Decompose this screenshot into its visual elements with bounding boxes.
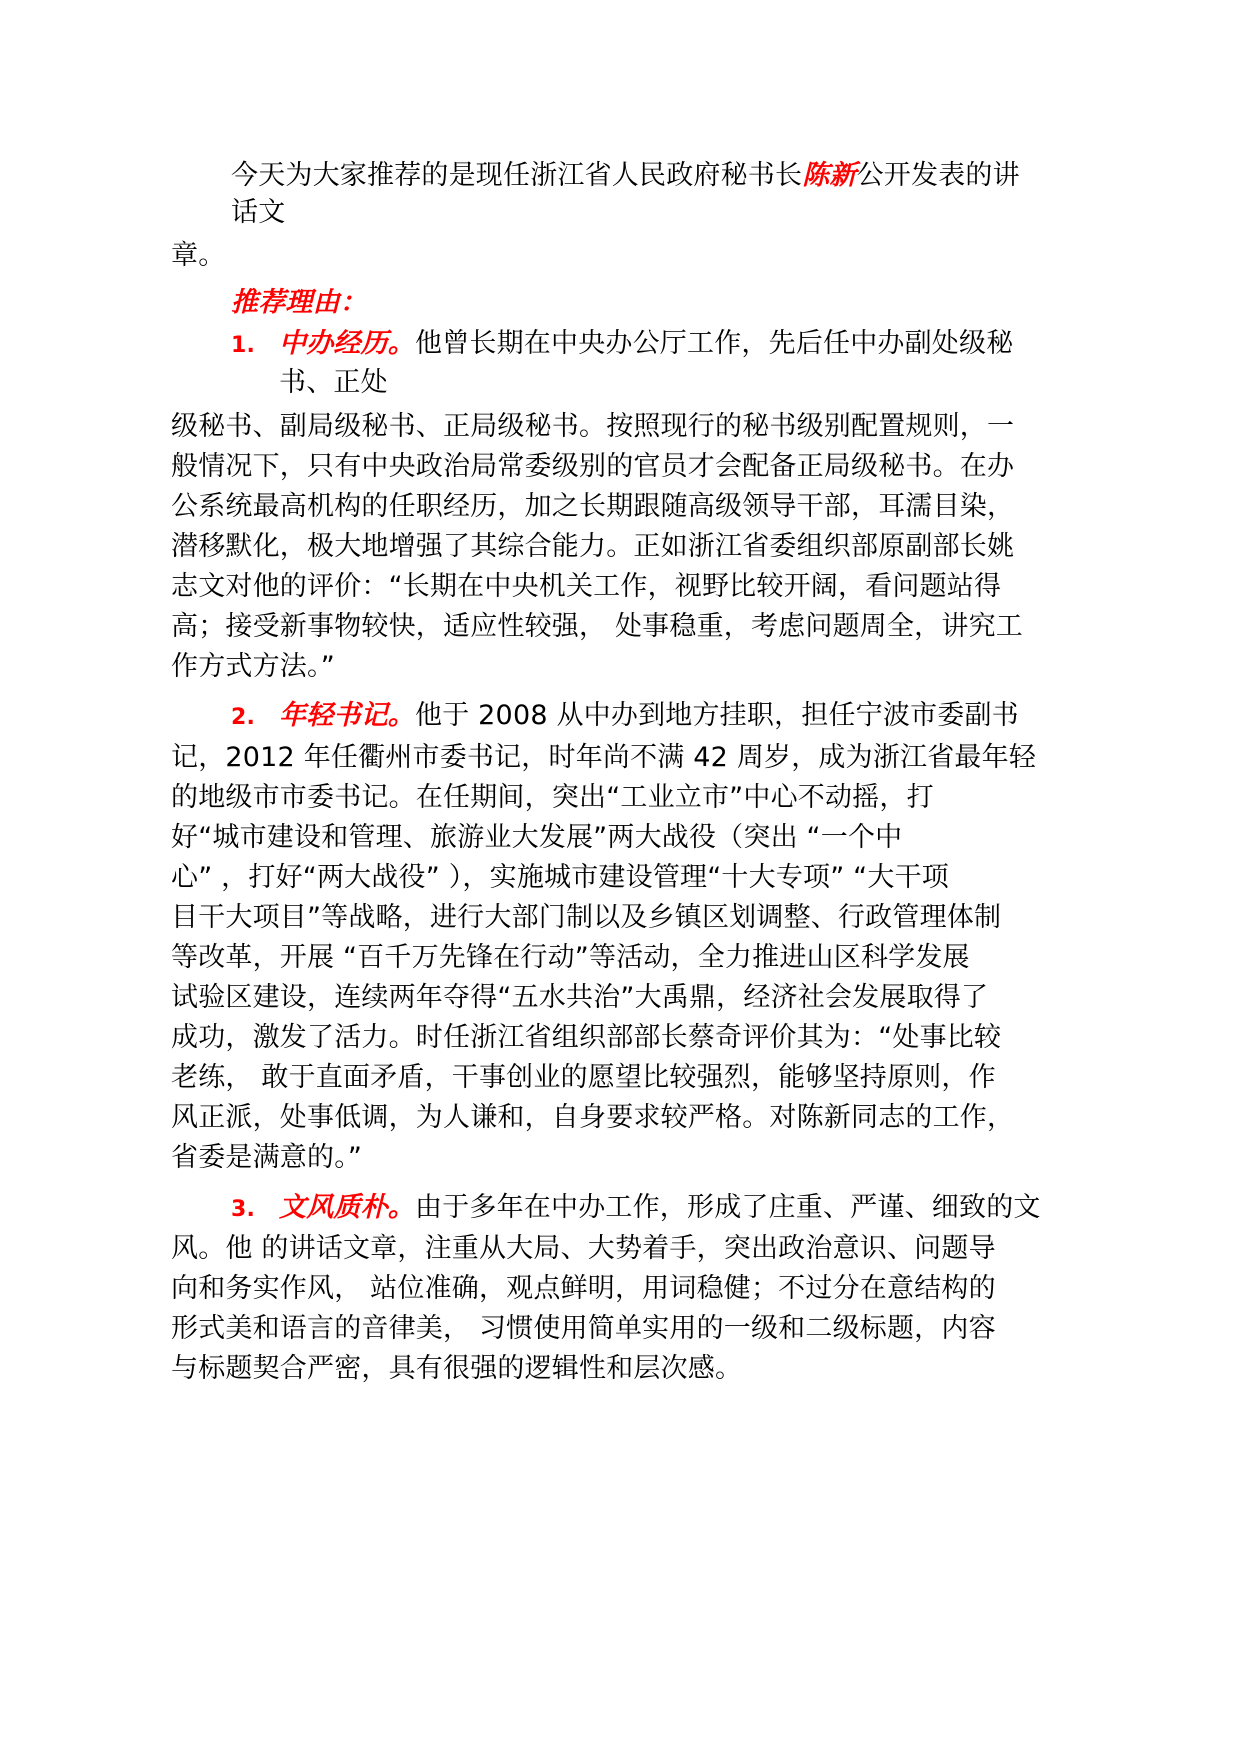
item-2-line: 记，2012 年任衢州市委书记，时年尚不满 42 周岁，成为浙江省最年轻	[171, 742, 1037, 773]
item-title: 年轻书记。	[279, 700, 415, 731]
item-2-line: 成功，激发了活力。时任浙江省组织部部长蔡奇评价其为：“处事比较	[171, 1022, 1002, 1053]
item-3-line: 风。他 的讲话文章，注重从大局、大势着手，突出政治意识、问题导	[171, 1233, 996, 1264]
item-2-line: 试验区建设，连续两年夺得“五水共治”大禹鼎，经济社会发展取得了	[171, 982, 989, 1013]
item-title: 中办经历。	[279, 328, 415, 359]
item-2-line: 省委是满意的。”	[171, 1142, 363, 1173]
item-1-second-line: 书、正处	[279, 367, 388, 398]
item-3-line: 形式美和语言的音律美， 习惯使用简单实用的一级和二级标题，内容	[171, 1313, 996, 1344]
item-number: 2.	[231, 705, 256, 730]
item-2-first-line: 2. 年轻书记。他于 2008 从中办到地方挂职，担任宁波市委副书	[231, 696, 1019, 738]
item-1-first-line: 1. 中办经历。他曾长期在中央办公厅工作，先后任中办副处级秘	[231, 324, 1013, 366]
item-2-line: 好“城市建设和管理、旅游业大发展”两大战役（突出 “一个中	[171, 822, 903, 853]
item-1-line: 公系统最高机构的任职经历，加之长期跟随高级领导干部，耳濡目染，	[171, 491, 1015, 522]
item-1-line: 作方式方法。”	[171, 651, 335, 682]
item-1-line: 高；接受新事物较快，适应性较强， 处事稳重，考虑问题周全，讲究工	[171, 611, 1023, 642]
intro-line-1: 今天为大家推荐的是现任浙江省人民政府秘书长陈新公开发表的讲	[231, 160, 1020, 191]
item-2-line: 老练， 敢于直面矛盾，干事创业的愿望比较强烈，能够坚持原则，作	[171, 1062, 996, 1093]
reason-heading: 推荐理由：	[231, 287, 367, 318]
item-3-line: 与标题契合严密，具有很强的逻辑性和层次感。	[171, 1353, 743, 1384]
item-1-line: 志文对他的评价：“长期在中央机关工作，视野比较开阔，看问题站得	[171, 571, 1002, 602]
intro-line-2: 话文	[231, 197, 286, 228]
item-3-line: 向和务实作风， 站位准确，观点鲜明，用词稳健；不过分在意结构的	[171, 1273, 996, 1304]
item-2-line: 心” ，打好“两大战役” ），实施城市建设管理“十大专项” “大干项	[171, 862, 949, 893]
item-2-line: 的地级市市委书记。在任期间，突出“工业立市”中心不动摇，打	[171, 782, 934, 813]
item-number: 3.	[231, 1197, 256, 1222]
intro-line-3: 章。	[171, 240, 226, 271]
item-1-line: 级秘书、副局级秘书、正局级秘书。按照现行的秘书级别配置规则，一	[171, 411, 1015, 442]
item-2-line: 目干大项目”等战略，进行大部门制以及乡镇区划调整、行政管理体制	[171, 902, 1002, 933]
item-1-line: 潜移默化，极大地增强了其综合能力。正如浙江省委组织部原副部长姚	[171, 531, 1015, 562]
highlighted-name: 陈新	[802, 160, 857, 191]
item-number: 1.	[231, 333, 256, 358]
item-1-line: 般情况下，只有中央政治局常委级别的官员才会配备正局级秘书。在办	[171, 451, 1015, 482]
item-title: 文风质朴。	[279, 1192, 415, 1223]
item-3-first-line: 3. 文风质朴。由于多年在中办工作，形成了庄重、严谨、细致的文	[231, 1188, 1041, 1230]
item-2-line: 等改革，开展 “百千万先锋在行动”等活动，全力推进山区科学发展	[171, 942, 970, 973]
item-2-line: 风正派，处事低调，为人谦和，自身要求较严格。对陈新同志的工作，	[171, 1102, 1015, 1133]
